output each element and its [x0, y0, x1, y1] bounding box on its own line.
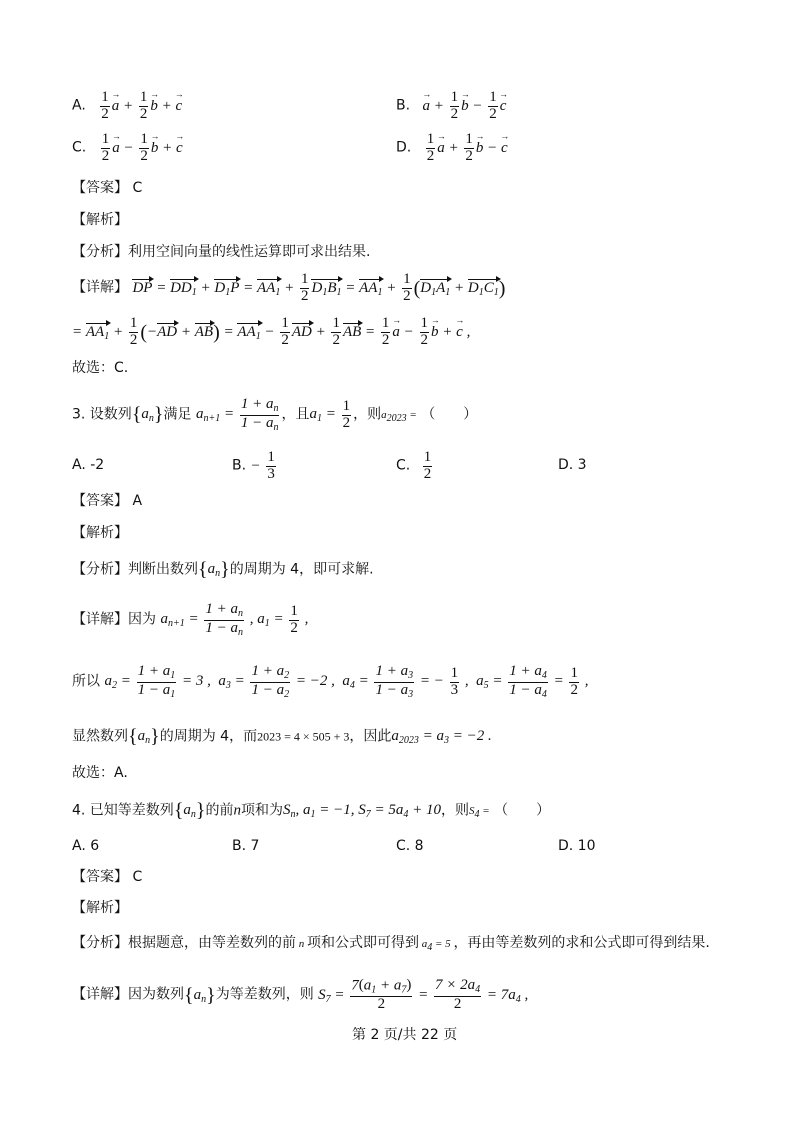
q4-option-b: B. 7	[232, 838, 260, 854]
q2-option-a: A. $\frac{1}{2}$ a → + $\frac{1}{2}$ b → + c →	[72, 90, 182, 123]
q3-explain-tag: 【解析】	[72, 525, 128, 541]
q3-analysis: 【分析】判断出数列$\{a_n\}$的周期为 4，即可求解.	[72, 559, 374, 581]
q2-analysis: 【分析】利用空间向量的线性运算即可求出结果.	[72, 244, 371, 260]
page-footer: 第 2 页/共 22 页	[352, 1027, 458, 1043]
q3-detail-line2: 所以 $a_2$ = $\frac{1 + a_1}{1 - a_1}$ = 3 , $a_3$ = $\frac{1 + a_2}{1 - a_2}$ = −2 , $a_4$ = $\frac{1 + a_3}{1 - a_3}$ = − $\frac{1}{3}$ , $a_5$ = $\frac{1 + a_4}{1 - a_4}$ = $\frac{1}{2}$ ,	[72, 663, 589, 700]
q4-answer: 【答案】 C	[72, 869, 143, 885]
q3-choice: 故选：A.	[72, 765, 128, 781]
q2-option-b: B. a → + $\frac{1}{2}$ b → − $\frac{1}{2}$ c →	[396, 90, 506, 123]
q4-option-a: A. 6	[72, 838, 100, 854]
q3-option-d: D. 3	[558, 457, 587, 473]
q4-option-d: D. 10	[558, 838, 596, 854]
q3-stem: 3. 设数列$\{a_n\}$满足 $a_{n+1}$ = $\frac{1 + a_n}{1 - a_n}$ ，且$a_1$ = $\frac{1}{2}$ ，则a2023 = （ ）	[72, 396, 478, 433]
q4-detail: 【详解】因为数列$\{a_n\}$为等差数列，则 $S_7$ = $\frac{7(a_1 + a_7)}{2}$ = $\frac{7 \times 2a_4}{2}$ = $7a_4$ ,	[72, 977, 529, 1012]
q3-option-b: B. − $\frac{1}{3}$	[232, 449, 275, 482]
q4-option-c: C. 8	[396, 838, 424, 854]
q2-option-d: D. $\frac{1}{2}$ a → + $\frac{1}{2}$ b → − c →	[396, 132, 508, 165]
q2-option-c: C. $\frac{1}{2}$ a → − $\frac{1}{2}$ b → + c →	[72, 132, 183, 165]
q3-option-a: A. -2	[72, 457, 105, 473]
q2-answer: 【答案】 C	[72, 180, 143, 196]
q2-detail-line1: 【详解】 DP = $DD_1 + D_1P = AA_1$ + $\frac{1}{2}$ $D_1B_1 = AA_1$ + $\frac{1}{2}$ $(D_1A_1 + D_1C_1)$	[72, 271, 506, 304]
q2-choice: 故选：C.	[72, 360, 129, 376]
q3-detail-line1: 【详解】因为 $a_{n+1}$ = $\frac{1 + a_n}{1 - a_n}$ , $a_1$ = $\frac{1}{2}$ ,	[72, 601, 309, 638]
q2-detail-line2: = $AA_1$ + $\frac{1}{2}$ $(-AD + AB) = AA_1$ − $\frac{1}{2}$ AD + $\frac{1}{2}$ AB = $\frac{1}{2}$ a → − $\frac{1}{2}$ b → + c → ,	[72, 316, 470, 349]
q4-explain-tag: 【解析】	[72, 900, 128, 916]
q4-stem: 4. 已知等差数列$\{a_n\}$的前n项和为$S_n$, $a_1 = -1$, $S_7 = 5a_4 + 10$，则S4 = （ ）	[72, 800, 551, 822]
q3-detail-line3: 显然数列$\{a_n\}$的周期为 4，而2023 = 4 × 505 + 3，因此$a_{2023} = a_3 = -2$ .	[72, 726, 492, 748]
q3-option-c: C. $\frac{1}{2}$	[396, 449, 432, 482]
q2-explain-tag: 【解析】	[72, 212, 128, 228]
q4-analysis: 【分析】根据题意，由等差数列的前 n 项和公式即可得到 a4 = 5 ，再由等差数列的求和公式即可得到结果.	[72, 935, 710, 953]
q3-answer: 【答案】 A	[72, 493, 143, 509]
